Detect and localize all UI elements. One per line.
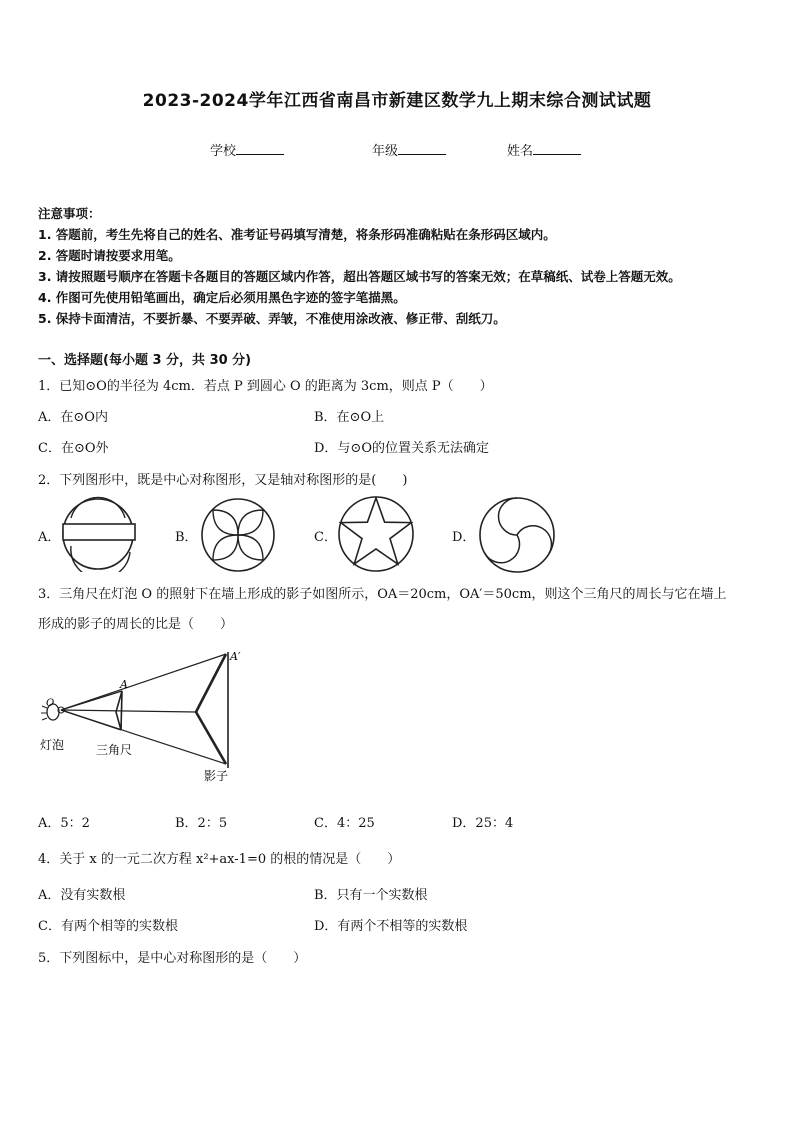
label-a-prime: A′ [230,650,241,663]
q5-stem: 5．下列图标中，是中心对称图形的是（ ） [38,951,307,966]
name-field [507,140,581,159]
q1-option-b: B．在⊙O上 [314,410,385,425]
q3-figure [38,646,268,788]
q3-stem-line2: 形成的影子的周长的比是（ ） [38,617,234,632]
q2-figure-a [60,496,140,572]
q2-figure-b [199,496,277,574]
q1-option-c: C．在⊙O外 [38,441,109,456]
label-ruler: 三角尺 [96,743,133,757]
school-field [210,140,284,159]
q3-option-a: A．5：2 [38,816,90,831]
grade-blank [398,141,446,155]
q4-stem: 4．关于 x 的一元二次方程 x²+ax-1=0 的根的情况是（ ） [38,852,401,867]
q3-option-d: D．25：4 [452,816,514,831]
notes-block [38,203,681,329]
q2-stem: 2．下列图形中，既是中心对称图形，又是轴对称图形的是( ) [38,473,408,488]
q1-stem: 1．已知⊙O的半径为 4cm．若点 P 到圆心 O 的距离为 3cm，则点 P（ ） [38,379,493,394]
q3-stem-line1: 3．三角尺在灯泡 O 的照射下在墙上形成的影子如图所示，OA＝20cm，OA′＝50cm，则这个三角尺的周长与它在墙上 [38,587,727,602]
q4-option-c: C．有两个相等的实数根 [38,919,178,934]
note-item: 5. 保持卡面清洁，不要折暴、不要弄破、弄皱，不准使用涂改液、修正带、刮纸刀。 [38,311,506,326]
grade-field [372,140,446,159]
q3-option-c: C．4：25 [314,816,375,831]
q2-option-b: B． [175,530,198,545]
q4-option-d: D．有两个不相等的实数根 [314,919,468,934]
q1-option-d: D．与⊙O的位置关系无法确定 [314,441,489,456]
q4-option-a: A．没有实数根 [38,888,126,903]
section-heading: 一、选择题(每小题 3 分，共 30 分) [38,353,252,368]
name-blank [533,141,581,155]
q3-option-b: B．2：5 [175,816,228,831]
label-o: O [46,698,55,709]
q4-option-b: B．只有一个实数根 [314,888,428,903]
school-label: 学校 [210,144,237,159]
label-a: A [120,678,128,691]
label-bulb: 灯泡 [40,738,65,752]
note-item: 1. 答题前，考生先将自己的姓名、准考证号码填写清楚，将条形码准确粘贴在条形码区域内。 [38,227,556,242]
school-blank [236,141,284,155]
note-item: 3. 请按照题号顺序在答题卡各题目的答题区域内作答，超出答题区域书写的答案无效；在草稿纸、试卷上答题无效。 [38,269,681,284]
q2-figure-d [477,495,557,575]
notes-heading: 注意事项： [38,206,101,221]
note-item: 4. 作图可先使用铅笔画出，确定后必须用黑色字迹的签字笔描黑。 [38,290,406,305]
q2-option-c: C． [314,530,337,545]
q2-option-d: D． [452,530,476,545]
q2-figure-c [336,494,416,574]
note-item: 2. 答题时请按要求用笔。 [38,248,181,263]
q2-option-a: A． [38,530,61,545]
q1-option-a: A．在⊙O内 [38,410,108,425]
page-title: 2023-2024学年江西省南昌市新建区数学九上期末综合测试试题 [142,91,652,111]
label-shadow: 影子 [204,769,229,783]
name-label: 姓名 [507,144,534,159]
grade-label: 年级 [372,144,399,159]
